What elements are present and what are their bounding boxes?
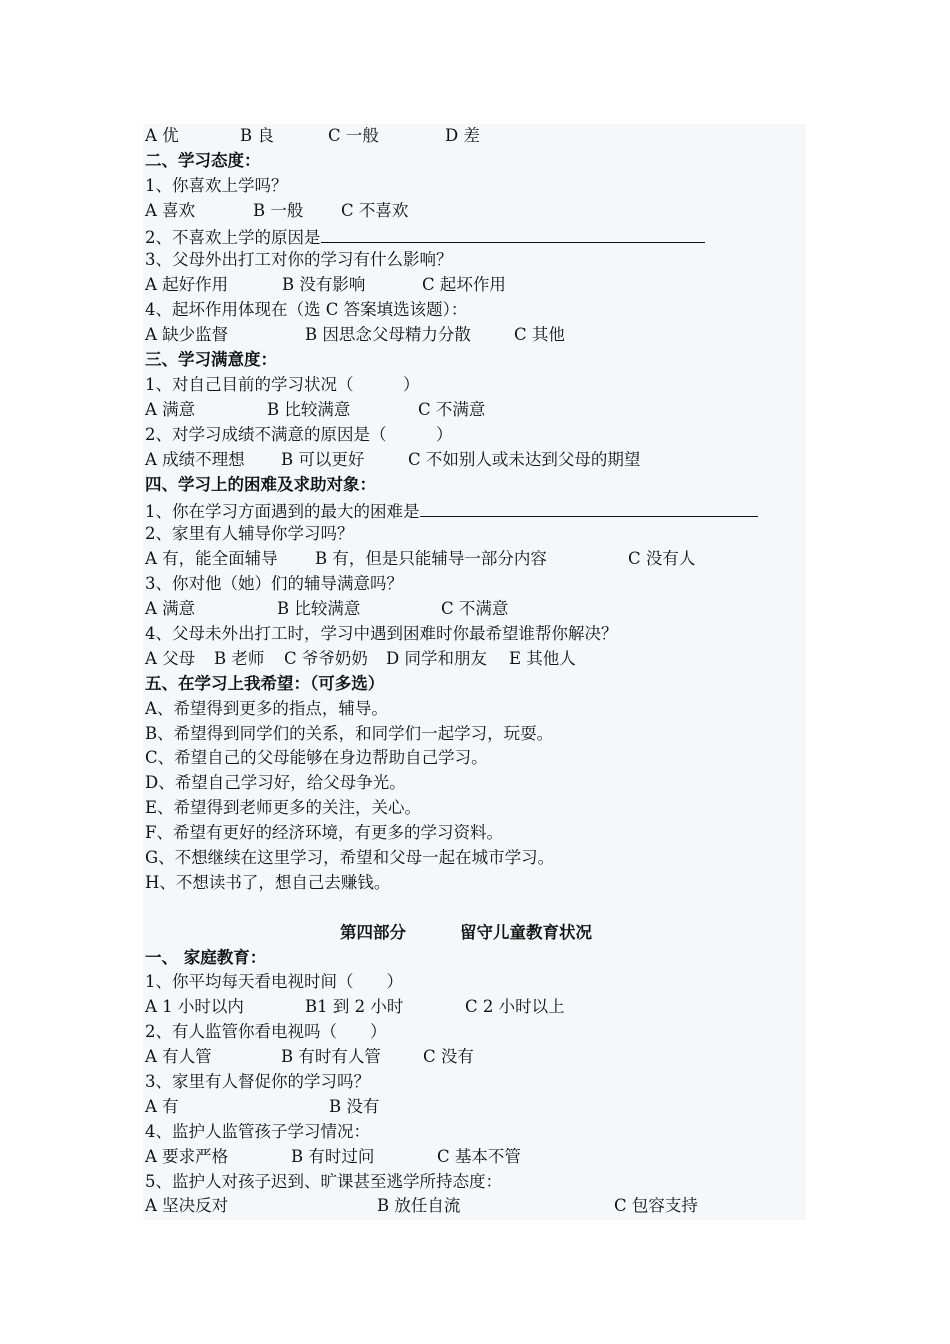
wish-item: A、希望得到更多的指点，辅导。 xyxy=(145,699,388,718)
option-a: A 要求严格 xyxy=(145,1147,229,1166)
option-c: C 不满意 xyxy=(441,599,509,618)
question: 4、父母未外出打工时，学习中遇到困难时你最希望谁帮你解决？ xyxy=(145,624,618,643)
question: 2、对学习成绩不满意的原因是（ ） xyxy=(145,425,453,444)
option-c: C 不如别人或未达到父母的期望 xyxy=(408,450,641,469)
option-c: C 没有 xyxy=(423,1047,474,1066)
question: 4、起坏作用体现在（选 C 答案填选该题）： xyxy=(145,300,468,319)
option-a: A 起好作用 xyxy=(145,275,229,294)
question: 3、家里有人督促你的学习吗？ xyxy=(145,1072,370,1091)
option-c: C 包容支持 xyxy=(614,1196,698,1215)
option-b: B 没有影响 xyxy=(282,275,366,294)
part-name: 留守儿童教育状况 xyxy=(460,923,592,942)
section-heading: 二、学习态度： xyxy=(145,151,261,170)
option-a: A 1 小时以内 xyxy=(145,997,244,1016)
question-text: 1、你在学习方面遇到的最大的困难是 xyxy=(145,502,420,521)
option-c: C 没有人 xyxy=(628,549,696,568)
option-b: B 有时过问 xyxy=(291,1147,375,1166)
question-text: 2、不喜欢上学的原因是 xyxy=(145,228,321,247)
question: 1、你喜欢上学吗？ xyxy=(145,176,288,195)
option-a: A 喜欢 xyxy=(145,201,196,220)
wish-item: B、希望得到同学们的关系，和同学们一起学习，玩耍。 xyxy=(145,724,554,743)
option-a: A 成绩不理想 xyxy=(145,450,245,469)
wish-item: D、希望自己学习好，给父母争光。 xyxy=(145,773,406,792)
answer-blank[interactable] xyxy=(420,498,758,517)
wish-item: G、不想继续在这里学习，希望和父母一起在城市学习。 xyxy=(145,848,555,867)
option-a: A 父母 xyxy=(145,649,196,668)
question: 4、监护人监管孩子学习情况： xyxy=(145,1122,370,1141)
document-page xyxy=(143,124,806,1220)
question xyxy=(145,224,705,248)
option-a: A 有，能全面辅导 xyxy=(145,549,278,568)
wish-item: C、希望自己的父母能够在身边帮助自己学习。 xyxy=(145,748,488,767)
option-b: B 老师 xyxy=(214,649,265,668)
answer-blank[interactable] xyxy=(321,224,705,243)
question: 3、你对他（她）们的辅导满意吗？ xyxy=(145,574,403,593)
section-heading: 四、学习上的困难及求助对象： xyxy=(145,475,376,494)
option-c: C 起坏作用 xyxy=(422,275,506,294)
wish-item: E、希望得到老师更多的关注，关心。 xyxy=(145,798,422,817)
part-number: 第四部分 xyxy=(340,923,406,942)
option-a: A 满意 xyxy=(145,599,196,618)
question: 5、监护人对孩子迟到、旷课甚至逃学所持态度： xyxy=(145,1172,502,1191)
option-c: C 不喜欢 xyxy=(341,201,409,220)
option-a: A 满意 xyxy=(145,400,196,419)
option-c: C 不满意 xyxy=(418,400,486,419)
wish-item: H、不想读书了，想自己去赚钱。 xyxy=(145,873,391,892)
option-b: B1 到 2 小时 xyxy=(305,997,404,1016)
option-b: B 有，但是只能辅导一部分内容 xyxy=(315,549,547,568)
option-a: A 优 xyxy=(145,126,179,145)
option-d: D 同学和朋友 xyxy=(386,649,487,668)
option-b: B 可以更好 xyxy=(281,450,365,469)
option-b: B 良 xyxy=(240,126,274,145)
section-heading: 三、学习满意度： xyxy=(145,350,277,369)
option-c: C 一般 xyxy=(328,126,379,145)
option-b: B 有时有人管 xyxy=(281,1047,381,1066)
section-heading: 五、在学习上我希望：（可多选） xyxy=(145,674,385,693)
option-b: B 放任自流 xyxy=(377,1196,461,1215)
section-heading: 一、 家庭教育： xyxy=(145,948,267,967)
question: 2、有人监管你看电视吗（ ） xyxy=(145,1022,387,1041)
option-b: B 比较满意 xyxy=(267,400,351,419)
option-c: C 其他 xyxy=(514,325,565,344)
question: 1、你平均每天看电视时间（ ） xyxy=(145,972,403,991)
question xyxy=(145,498,758,522)
option-b: B 比较满意 xyxy=(277,599,361,618)
question: 1、对自己目前的学习状况（ ） xyxy=(145,375,420,394)
option-a: A 有 xyxy=(145,1097,179,1116)
option-a: A 坚决反对 xyxy=(145,1196,229,1215)
option-e: E 其他人 xyxy=(509,649,576,668)
option-a: A 缺少监督 xyxy=(145,325,229,344)
option-c: C 爷爷奶奶 xyxy=(284,649,368,668)
option-d: D 差 xyxy=(445,126,480,145)
option-c: C 2 小时以上 xyxy=(465,997,565,1016)
question: 3、父母外出打工对你的学习有什么影响？ xyxy=(145,250,453,269)
wish-item: F、希望有更好的经济环境，有更多的学习资料。 xyxy=(145,823,503,842)
option-b: B 没有 xyxy=(329,1097,380,1116)
option-a: A 有人管 xyxy=(145,1047,212,1066)
option-b: B 因思念父母精力分散 xyxy=(305,325,471,344)
option-b: B 一般 xyxy=(253,201,304,220)
question: 2、家里有人辅导你学习吗？ xyxy=(145,524,354,543)
option-c: C 基本不管 xyxy=(437,1147,521,1166)
